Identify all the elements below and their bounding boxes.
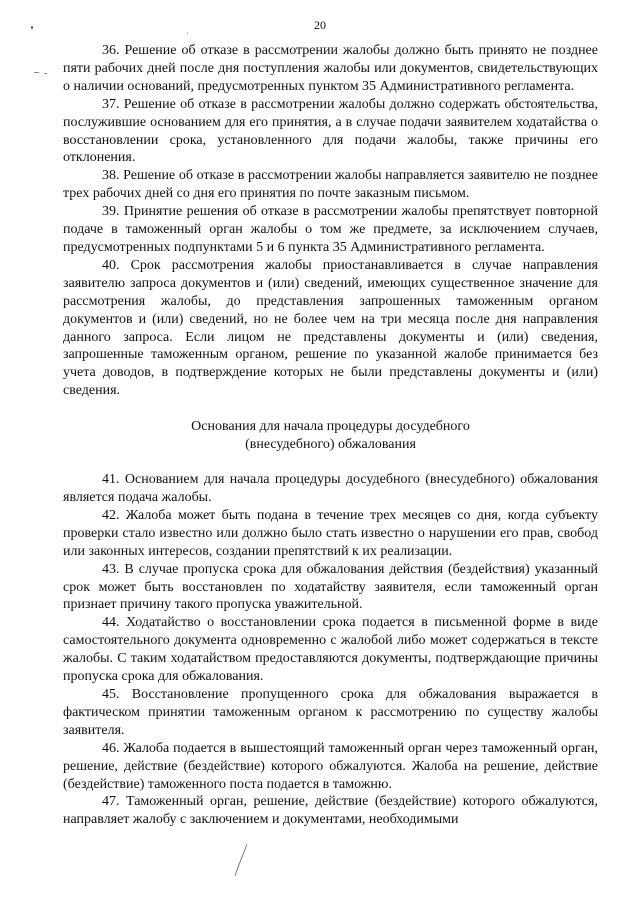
scan-mark bbox=[44, 73, 47, 74]
paragraph-42: 42. Жалоба может быть подана в течение трех месяцев со дня, когда субъекту проверки стало известно или должно было стать известно о нарушении его прав, свобод или законных интересов, создании препятствий к их реализации. bbox=[63, 507, 598, 559]
paragraph-45: 45. Восстановление пропущенного срока для обжалования выражается в фактическом принятии таможенным органом к рассмотрению по существу жалобы заявителя. bbox=[63, 687, 598, 738]
page-number: 20 bbox=[314, 18, 326, 32]
paragraph-44: 44. Ходатайство о восстановлении срока подается в письменной форме в виде самостоятельного документа одновременно с жалобой либо может содержаться в тексте жалобы. С таким ходатайством предоставляются документы, подтверждающие причины пропуска срока для обжалования. bbox=[63, 615, 598, 685]
scan-mark bbox=[34, 72, 39, 73]
paragraph-40: 40. Срок рассмотрения жалобы приостанавливается в случае направления заявителю запроса документов и (или) сведений, имеющих существенное значение для рассмотрения жалобы, до представления запрошенных таможенным органом документов и (или) сведений, но не более чем на три месяца после дня направления данного запроса. Если лицом не представлены документы и (или) сведения, запрошенные таможенным органом, решение по указанной жалобе принимается без учета доводов, в подтверждение которых не были представлены документы и (или) сведения. bbox=[63, 257, 598, 399]
document-body bbox=[63, 42, 598, 829]
scan-speck bbox=[31, 26, 33, 29]
section-heading-line-2: (внесудебного) обжалования bbox=[245, 437, 416, 453]
paragraph-39: 39. Принятие решения об отказе в рассмотрении жалобы препятствует повторной подаче в таможенный орган жалобы о том же предмете, за исключением случаев, предусмотренных подпунктами 5 и 6 пункта 35 Административного регламента. bbox=[63, 204, 598, 255]
paragraph-36: 36. Решение об отказе в рассмотрении жалобы должно быть принято не позднее пяти рабочих дней после дня поступления жалобы или документов, свидетельствующих о наличии оснований, предусмотренных пунктом 35 Административного регламента. bbox=[63, 43, 598, 94]
paragraph-37: 37. Решение об отказе в рассмотрении жалобы должно содержать обстоятельства, послужившие основанием для его принятия, а в случае подачи заявителем ходатайства о восстановлении срока, установленного для подачи жалобы, также причины его отклонения. bbox=[63, 96, 598, 166]
paragraph-38: 38. Решение об отказе в рассмотрении жалобы направляется заявителю не позднее трех рабочих дней со дня его принятия по почте заказным письмом. bbox=[63, 168, 598, 202]
paragraph-47: 47. Таможенный орган, решение, действие (бездействие) которого обжалуются, направляет жалобу с заключением и документами, необходимыми bbox=[63, 794, 598, 828]
scan-speck bbox=[187, 32, 188, 34]
paragraph-46: 46. Жалоба подается в вышестоящий таможенный орган через таможенный орган, решение, действие (бездействие) которого обжалуются. Жалоба на решение, действие (бездействие) таможенного поста подается в таможню. bbox=[63, 740, 598, 792]
pen-mark bbox=[233, 843, 249, 877]
section-heading-line-1: Основания для начала процедуры досудебного bbox=[191, 419, 470, 435]
section-heading bbox=[63, 418, 598, 454]
paragraph-43: 43. В случае пропуска срока для обжалования действия (бездействия) указанный срок может быть восстановлен по ходатайству заявителя, если таможенный орган признает причину такого пропуска уважительной. bbox=[63, 561, 598, 613]
paragraph-41: 41. Основанием для начала процедуры досудебного (внесудебного) обжалования является подача жалобы. bbox=[63, 472, 598, 506]
